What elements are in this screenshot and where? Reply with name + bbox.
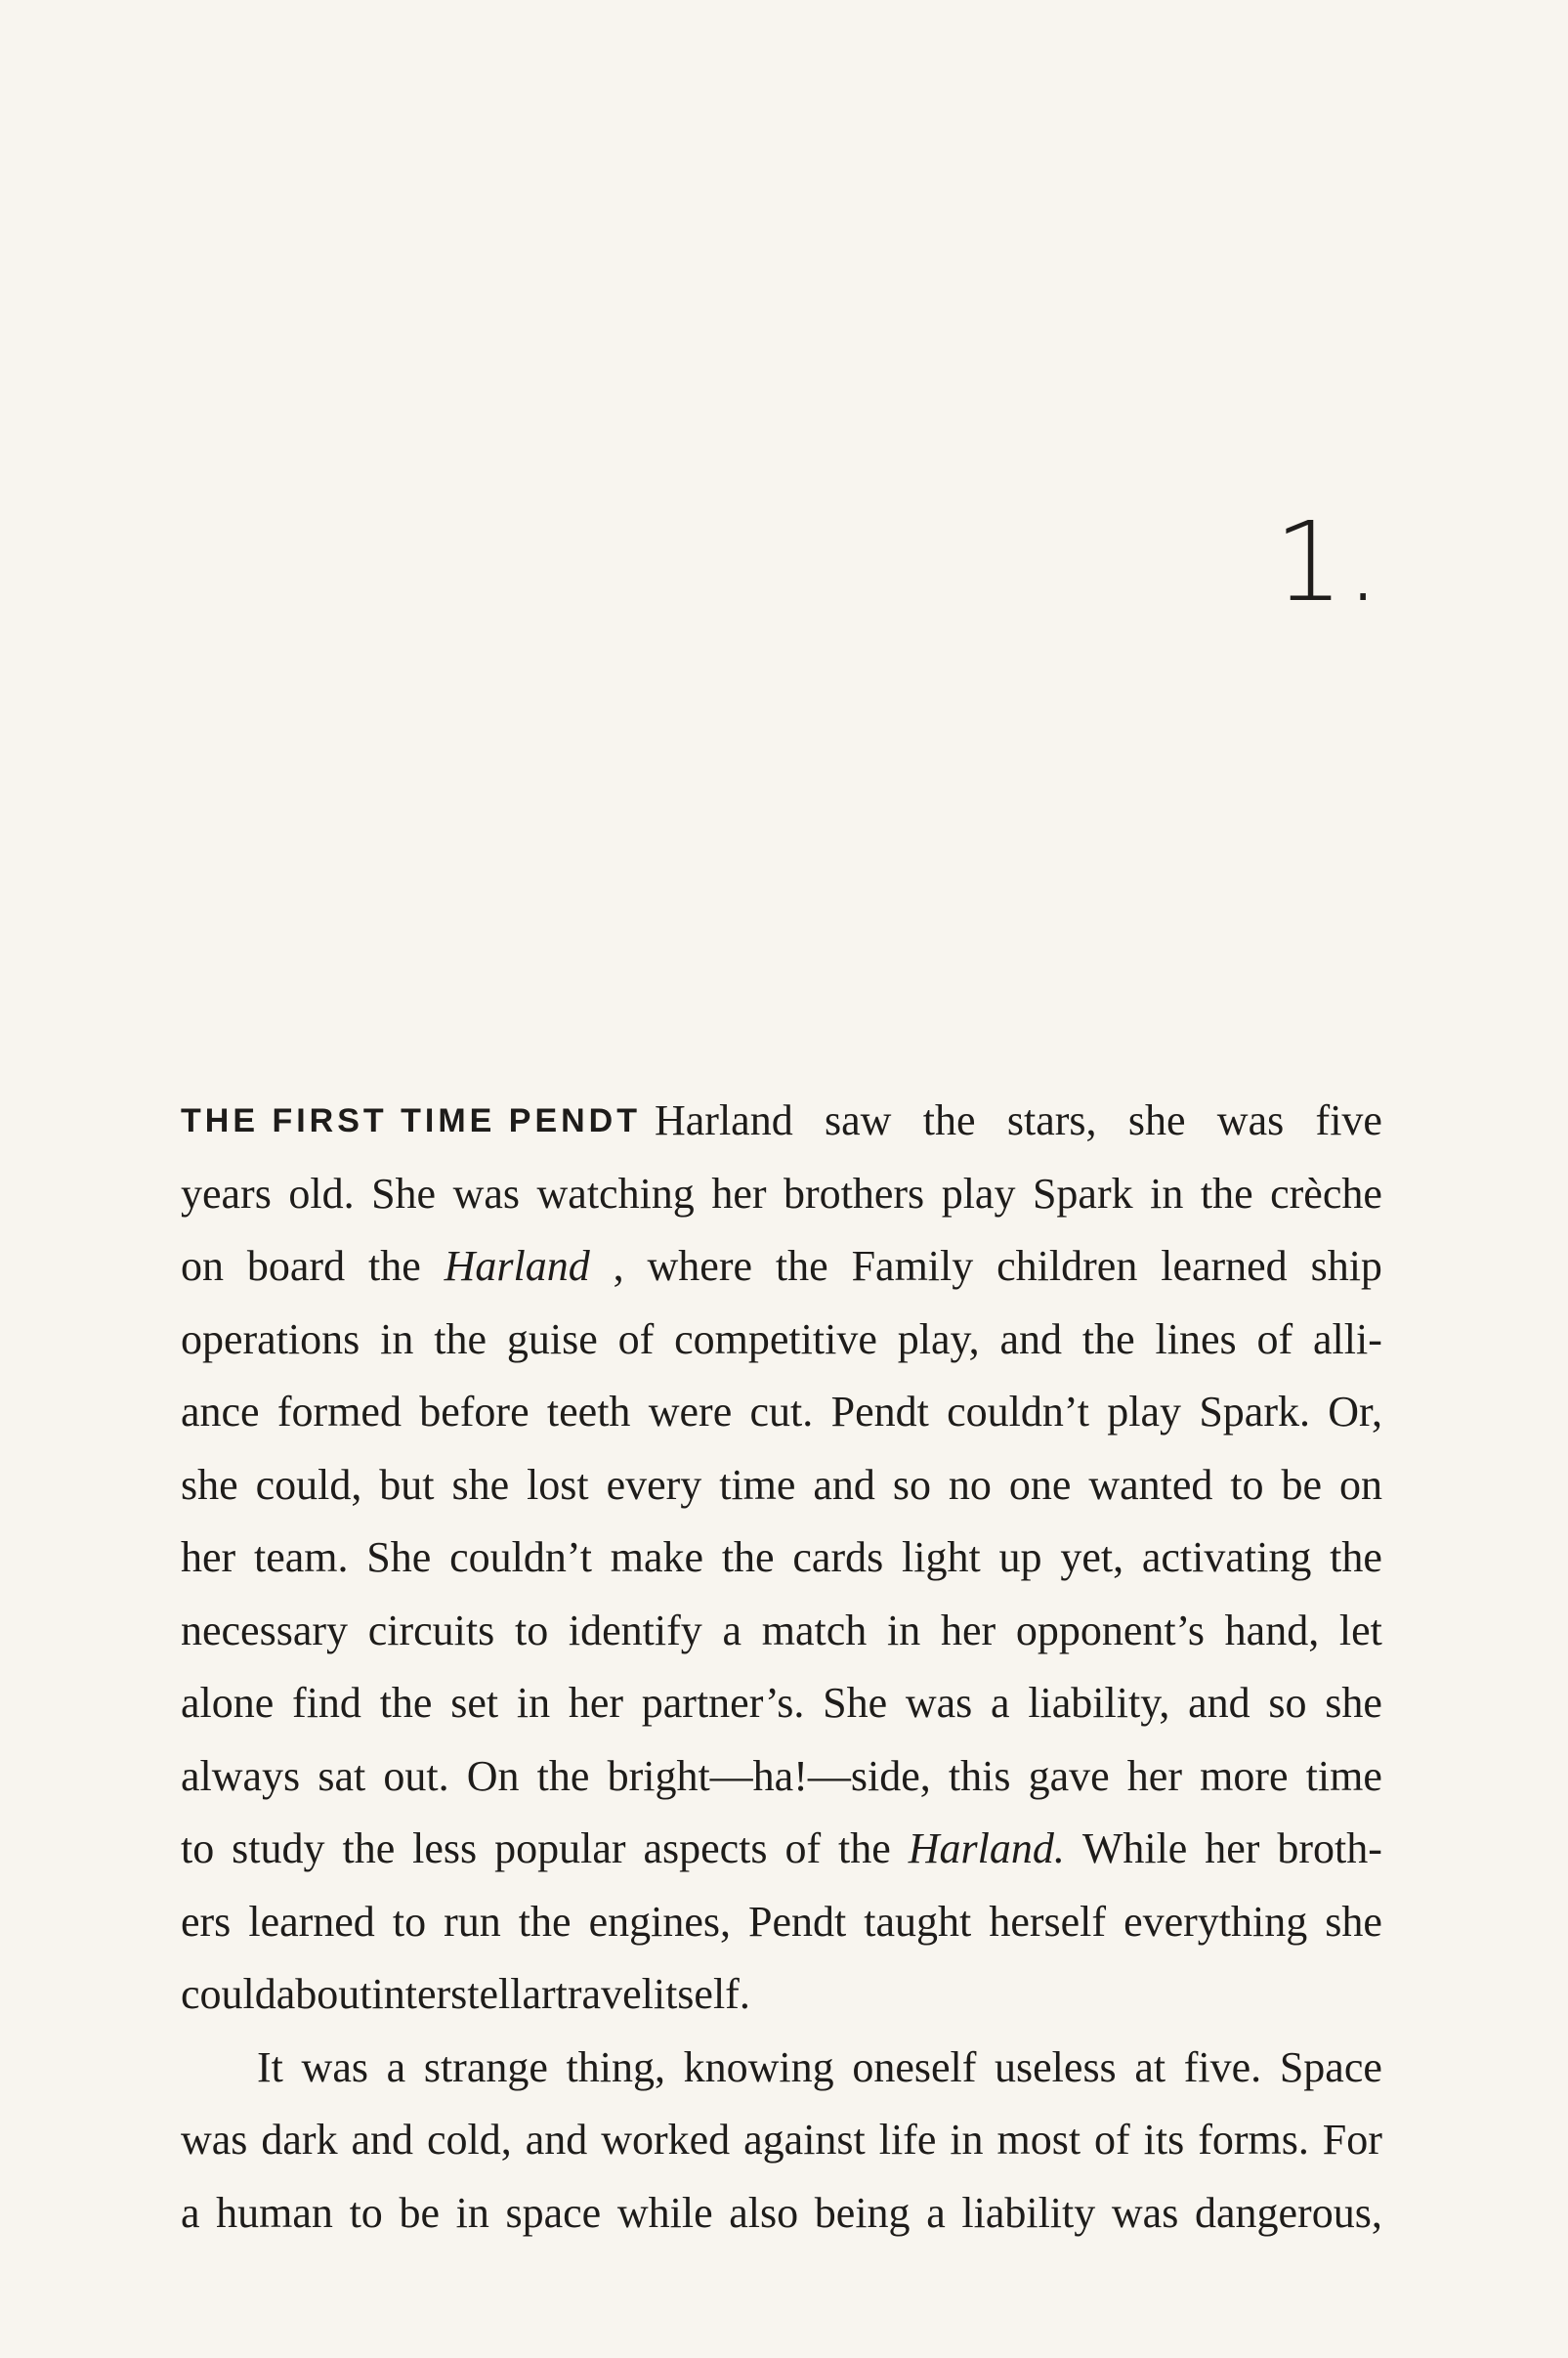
word: less: [412, 1824, 478, 1872]
word: on: [181, 1242, 224, 1290]
word: cut.: [749, 1388, 814, 1436]
word: On: [466, 1751, 520, 1800]
word: identify: [568, 1606, 702, 1654]
word: a: [926, 2188, 946, 2237]
lead-in-small-caps: THE FIRST TIME PENDT: [181, 1102, 641, 1139]
chapter-number: 1.: [1274, 499, 1382, 626]
word: brothers: [784, 1169, 925, 1218]
word: about: [275, 1970, 372, 2018]
word: lines: [1155, 1314, 1237, 1363]
word: alli-: [1312, 1314, 1382, 1363]
word: every: [606, 1460, 702, 1509]
word: dangerous,: [1194, 2188, 1382, 2237]
word: her: [940, 1606, 996, 1654]
word: be: [1281, 1460, 1323, 1509]
word: sat: [318, 1751, 366, 1800]
word: learned: [1161, 1242, 1288, 1290]
word: in: [516, 1679, 551, 1727]
word: strange: [423, 2042, 548, 2091]
word: the: [536, 1751, 590, 1800]
word: learned: [248, 1897, 375, 1946]
line-text: [655, 1085, 1382, 1158]
word: lost: [527, 1460, 589, 1509]
word: ers: [181, 1897, 232, 1946]
word: let: [1338, 1606, 1382, 1654]
word: necessary: [181, 1606, 349, 1654]
word: out.: [383, 1751, 449, 1800]
word: was: [905, 1679, 973, 1727]
word: cards: [792, 1533, 884, 1581]
word: the: [518, 1897, 572, 1946]
word: bright—ha!—side,: [607, 1751, 931, 1800]
word: space: [505, 2188, 602, 2237]
word: crèche: [1270, 1169, 1382, 1218]
word: a: [991, 1679, 1010, 1727]
word: make: [610, 1533, 704, 1581]
word: human: [216, 2188, 333, 2237]
word: and: [999, 1314, 1063, 1363]
word: set: [450, 1679, 499, 1727]
word: the: [922, 1096, 976, 1144]
word: most: [996, 2116, 1081, 2164]
word: While: [1081, 1824, 1188, 1872]
word: Space: [1279, 2042, 1382, 2091]
word: opponent’s: [1015, 1606, 1205, 1654]
word: to: [1230, 1460, 1264, 1509]
word: was: [1216, 1096, 1285, 1144]
word: was: [1111, 2188, 1179, 2237]
word: the: [367, 1242, 421, 1290]
word: to: [392, 1897, 427, 1946]
word: she: [1325, 1897, 1382, 1946]
word: broth-: [1277, 1824, 1382, 1872]
word: She: [823, 1679, 888, 1727]
word: yet,: [1060, 1533, 1124, 1581]
word: she: [181, 1460, 238, 1509]
word: to: [349, 2188, 383, 2237]
word: the: [775, 1242, 828, 1290]
text-line: [181, 2032, 1382, 2105]
word: and: [813, 1460, 875, 1509]
word: being: [814, 2188, 911, 2237]
word: everything: [1123, 1897, 1308, 1946]
word: could,: [255, 1460, 362, 1509]
word: time: [719, 1460, 796, 1509]
word: Harland: [655, 1096, 793, 1144]
word: the: [1200, 1169, 1253, 1218]
text-line: [181, 1230, 1382, 1304]
word: the: [379, 1679, 433, 1727]
text-line: [181, 1304, 1382, 1377]
word: five: [1315, 1096, 1382, 1144]
word: a: [386, 2042, 406, 2091]
word: also: [729, 2188, 799, 2237]
word: interstellar: [371, 1970, 556, 2018]
word: Pendt: [748, 1897, 847, 1946]
word: so: [1268, 1679, 1307, 1727]
word: where: [647, 1242, 753, 1290]
word: forms.: [1198, 2116, 1309, 2164]
word: watching: [536, 1169, 695, 1218]
word: Spark.: [1199, 1388, 1310, 1436]
word: to: [514, 1606, 549, 1654]
word: hand,: [1224, 1606, 1320, 1654]
word: partner’s.: [641, 1679, 805, 1727]
word: be: [399, 2188, 440, 2237]
word: and: [525, 2116, 588, 2164]
word: oneself: [852, 2042, 977, 2091]
text-line: [181, 1449, 1382, 1522]
word: a: [722, 1606, 742, 1654]
word: It: [257, 2042, 283, 2091]
word: formed: [276, 1388, 402, 1436]
word: saw: [825, 1096, 892, 1144]
word: to: [181, 1824, 215, 1872]
word: alone: [181, 1679, 275, 1727]
word: of: [784, 1824, 822, 1872]
word: wanted: [1088, 1460, 1213, 1509]
text-line: [181, 1886, 1382, 1959]
word: run: [444, 1897, 501, 1946]
word: at: [1134, 2042, 1166, 2091]
word: in: [455, 2188, 489, 2237]
word: she: [451, 1460, 510, 1509]
word: children: [996, 1242, 1138, 1290]
word: while: [616, 2188, 713, 2237]
word: guise: [506, 1314, 598, 1363]
word: popular: [494, 1824, 626, 1872]
word: the: [1330, 1533, 1382, 1581]
word: time: [1305, 1751, 1382, 1800]
word: its: [1143, 2116, 1185, 2164]
word: life: [878, 2116, 937, 2164]
word: no: [948, 1460, 992, 1509]
word: but: [379, 1460, 435, 1509]
text-line: [181, 2177, 1382, 2251]
word: She: [366, 1533, 432, 1581]
word: old.: [288, 1169, 355, 1218]
word: was: [181, 2116, 248, 2164]
word: She: [371, 1169, 437, 1218]
text-line: [181, 1958, 1382, 2032]
word: ,: [613, 1242, 624, 1290]
word: Pendt: [830, 1388, 929, 1436]
word: For: [1322, 2116, 1382, 2164]
word: light: [902, 1533, 981, 1581]
word: Spark: [1032, 1169, 1133, 1218]
word: always: [181, 1751, 301, 1800]
word: competitive: [674, 1314, 877, 1363]
word: play: [941, 1169, 1016, 1218]
text-line: [181, 1158, 1382, 1231]
word: of: [1256, 1314, 1293, 1363]
word: her: [1205, 1824, 1260, 1872]
word: up: [998, 1533, 1042, 1581]
word: was: [301, 2042, 368, 2091]
word: liability,: [1028, 1679, 1170, 1727]
word: Harland: [444, 1242, 590, 1290]
word: the: [721, 1533, 775, 1581]
word: play,: [897, 1314, 980, 1363]
word: one: [1008, 1460, 1072, 1509]
word: gave: [1028, 1751, 1110, 1800]
text-line: [181, 1813, 1382, 1886]
word: itself.: [653, 1970, 750, 2018]
word: travel: [555, 1970, 654, 2018]
word: cold,: [427, 2116, 512, 2164]
word: against: [743, 2116, 866, 2164]
word: liability: [961, 2188, 1096, 2237]
word: of: [1094, 2116, 1130, 2164]
word: board: [246, 1242, 346, 1290]
word: operations: [181, 1314, 360, 1363]
word: in: [380, 1314, 414, 1363]
word: her: [1126, 1751, 1182, 1800]
word: herself: [989, 1897, 1107, 1946]
word: she: [1127, 1096, 1186, 1144]
word: in: [886, 1606, 921, 1654]
word: were: [648, 1388, 733, 1436]
word: in: [950, 2116, 984, 2164]
text-line: [181, 1667, 1382, 1740]
word: the: [342, 1824, 396, 1872]
word: in: [1150, 1169, 1184, 1218]
word: years: [181, 1169, 272, 1218]
text-line: [181, 1740, 1382, 1814]
word: this: [948, 1751, 1011, 1800]
word: activating: [1141, 1533, 1312, 1581]
word: taught: [864, 1897, 972, 1946]
word: worked: [601, 2116, 731, 2164]
word: circuits: [367, 1606, 495, 1654]
word: ance: [181, 1388, 260, 1436]
word: couldn’t: [947, 1388, 1089, 1436]
chapter-body: [181, 1085, 1382, 2250]
word: knowing: [683, 2042, 834, 2091]
word: she: [1325, 1679, 1382, 1727]
word: engines,: [588, 1897, 731, 1946]
word: of: [617, 1314, 655, 1363]
word: find: [292, 1679, 361, 1727]
word: and: [1188, 1679, 1250, 1727]
word: team.: [253, 1533, 349, 1581]
word: Harland.: [908, 1824, 1065, 1872]
text-line: [181, 1376, 1382, 1449]
word: a: [181, 2188, 200, 2237]
word: the: [838, 1824, 891, 1872]
word: was: [452, 1169, 521, 1218]
word: ship: [1310, 1242, 1382, 1290]
text-line: [181, 1522, 1382, 1595]
word: thing,: [566, 2042, 665, 2091]
word: before: [419, 1388, 530, 1436]
word: play: [1107, 1388, 1182, 1436]
text-line: [181, 1595, 1382, 1668]
word: her: [568, 1679, 624, 1727]
word: useless: [995, 2042, 1117, 2091]
word: her: [181, 1533, 236, 1581]
word: five.: [1183, 2042, 1262, 2091]
word: teeth: [546, 1388, 631, 1436]
word: the: [1081, 1314, 1135, 1363]
word: could: [181, 1970, 276, 2018]
word: couldn’t: [449, 1533, 592, 1581]
word: Family: [851, 1242, 974, 1290]
word: study: [232, 1824, 325, 1872]
word: dark: [261, 2116, 338, 2164]
text-line-1: [181, 1085, 1382, 1158]
word: stars,: [1006, 1096, 1097, 1144]
word: and: [351, 2116, 414, 2164]
word: so: [892, 1460, 931, 1509]
text-line: [181, 2104, 1382, 2177]
word: on: [1338, 1460, 1382, 1509]
word: aspects: [643, 1824, 768, 1872]
word: Or,: [1328, 1388, 1382, 1436]
word: her: [711, 1169, 767, 1218]
word: match: [761, 1606, 868, 1654]
word: more: [1200, 1751, 1289, 1800]
word: the: [434, 1314, 487, 1363]
